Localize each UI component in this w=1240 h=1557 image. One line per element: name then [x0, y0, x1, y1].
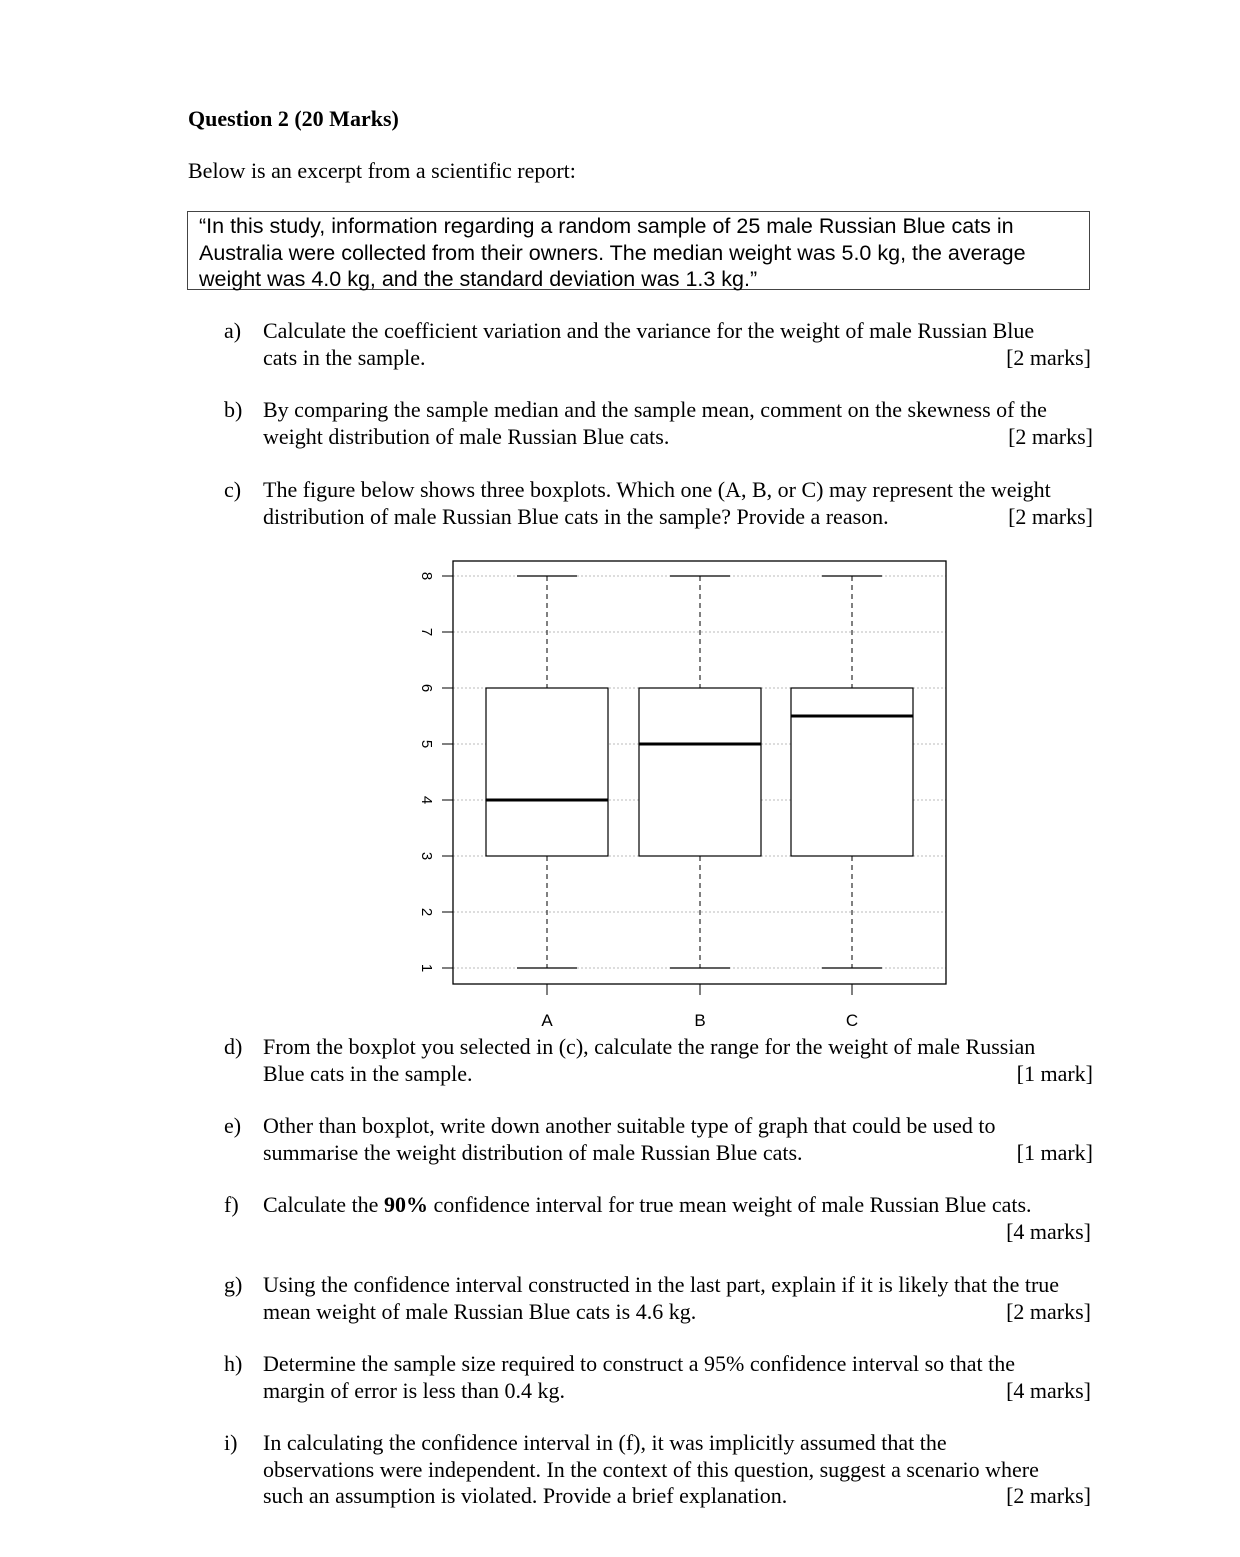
y-tick-label: 5: [418, 739, 436, 749]
quote-line: Australia were collected from their owners. The median weight was 5.0 kg, the average: [199, 240, 1026, 265]
question-text: weight distribution of male Russian Blue cats.: [263, 423, 670, 449]
box-A: [486, 688, 608, 856]
y-tick-label: 2: [418, 907, 436, 917]
x-tick-label: A: [541, 1011, 553, 1030]
y-tick-label: 4: [418, 795, 436, 805]
question-text: mean weight of male Russian Blue cats is 4.6 kg.: [263, 1298, 697, 1324]
marks-label: [1 mark]: [1016, 1139, 1093, 1165]
question-title: Question 2 (20 Marks): [188, 106, 399, 131]
question-label: i): [224, 1430, 238, 1455]
question-text: In calculating the confidence interval in (f), it was implicitly assumed that the: [263, 1430, 947, 1455]
question-text: Blue cats in the sample.: [263, 1060, 473, 1086]
question-label: c): [224, 477, 242, 502]
question-text: Calculate the coefficient variation and the variance for the weight of male Russian Blue: [263, 318, 1035, 343]
question-label: e): [224, 1113, 242, 1138]
question-text: From the boxplot you selected in (c), calculate the range for the weight of male Russian: [263, 1034, 1036, 1059]
marks-label: [1 mark]: [1016, 1060, 1093, 1086]
boxplot-chart: [400, 550, 960, 1035]
intro-text: Below is an excerpt from a scientific report:: [188, 158, 576, 183]
quote-line: “In this study, information regarding a random sample of 25 male Russian Blue cats in: [199, 214, 1014, 238]
question-label: h): [224, 1351, 243, 1376]
marks-label: [2 marks]: [1006, 1483, 1091, 1508]
y-tick-label: 1: [418, 963, 436, 973]
question-text: such an assumption is violated. Provide a brief explanation.: [263, 1483, 788, 1508]
marks-label: [2 marks]: [1006, 344, 1091, 370]
y-tick-label: 6: [418, 683, 436, 693]
question-text: cats in the sample.: [263, 344, 426, 370]
question-label: b): [224, 397, 243, 422]
question-text: Other than boxplot, write down another suitable type of graph that could be used to: [263, 1113, 996, 1138]
question-text: margin of error is less than 0.4 kg.: [263, 1377, 566, 1403]
question-text: observations were independent. In the context of this question, suggest a scenario where: [263, 1456, 1039, 1482]
question-text: Determine the sample size required to construct a 95% confidence interval so that the: [263, 1351, 1015, 1376]
question-text: Using the confidence interval constructed in the last part, explain if it is likely that the true: [263, 1272, 1060, 1297]
question-text: Calculate the 90% confidence interval for true mean weight of male Russian Blue cats.: [263, 1192, 1032, 1217]
marks-label: [4 marks]: [1006, 1218, 1091, 1244]
report-excerpt-box: [187, 211, 1090, 290]
question-text: distribution of male Russian Blue cats in the sample? Provide a reason.: [263, 503, 889, 529]
question-label: g): [224, 1272, 243, 1297]
y-tick-label: 8: [418, 571, 436, 581]
marks-label: [4 marks]: [1006, 1377, 1091, 1403]
question-label: f): [224, 1192, 239, 1217]
box-C: [791, 688, 913, 856]
question-text: By comparing the sample median and the sample mean, comment on the skewness of the: [263, 397, 1047, 422]
marks-label: [2 marks]: [1006, 1298, 1091, 1324]
quote-line: weight was 4.0 kg, and the standard deviation was 1.3 kg.”: [199, 267, 758, 291]
x-tick-label: C: [845, 1011, 859, 1030]
x-tick-label: B: [694, 1011, 706, 1030]
marks-label: [2 marks]: [1008, 423, 1093, 449]
question-text: The figure below shows three boxplots. Which one (A, B, or C) may represent the weight: [263, 477, 1051, 502]
y-tick-label: 7: [418, 627, 436, 637]
y-tick-label: 3: [418, 851, 436, 861]
box-B: [639, 688, 761, 856]
question-text: summarise the weight distribution of male Russian Blue cats.: [263, 1139, 803, 1165]
marks-label: [2 marks]: [1008, 503, 1093, 529]
question-label: d): [224, 1034, 243, 1059]
question-label: a): [224, 318, 242, 343]
